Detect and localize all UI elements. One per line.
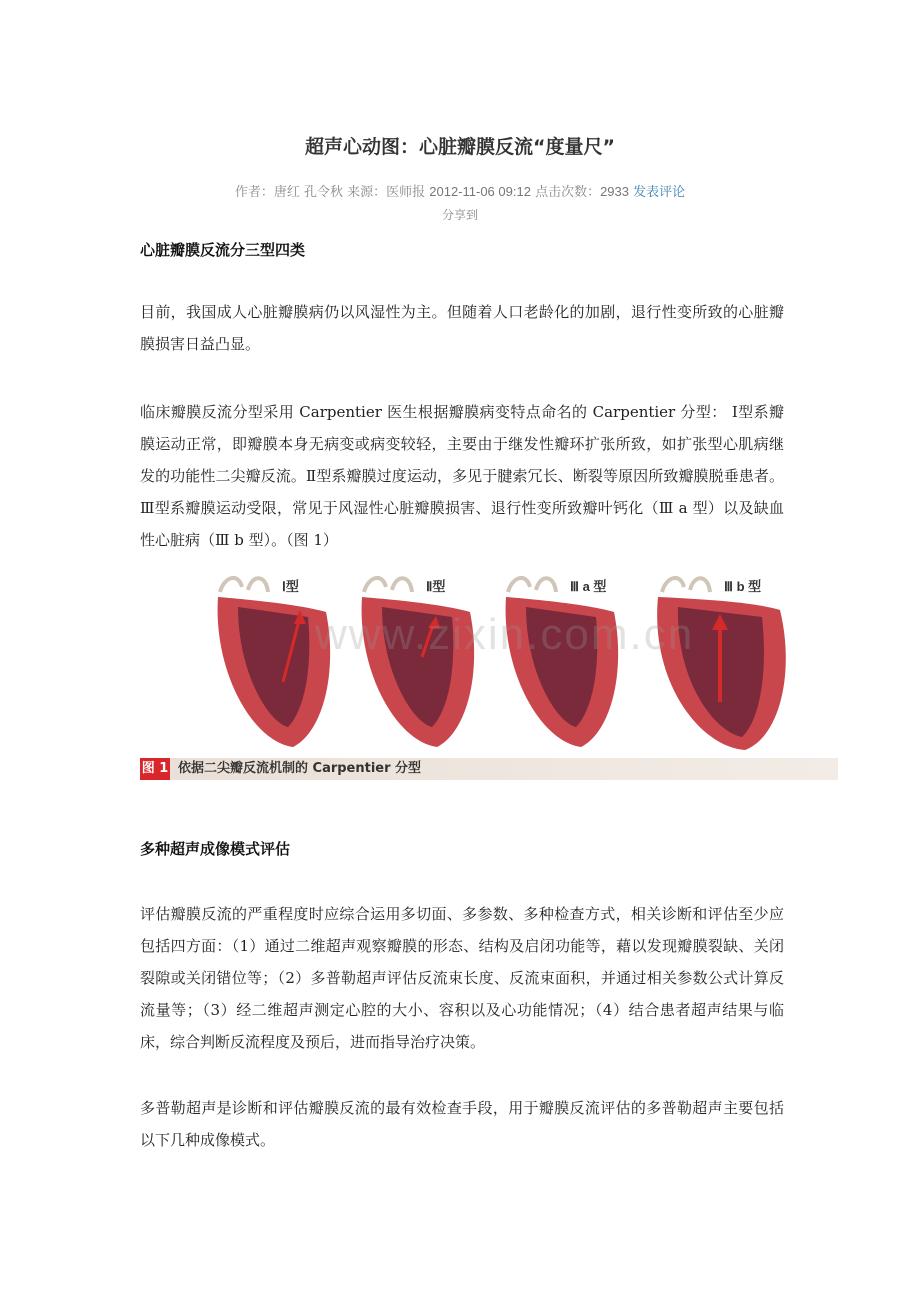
section-heading-types: 心脏瓣膜反流分三型四类 [140, 241, 306, 259]
clicks-label: 点击次数： [530, 185, 601, 200]
paragraph-intro: 目前，我国成人心脏瓣膜病仍以风湿性为主。但随着人口老龄化的加剧，退行性变所致的心脏瓣膜损害日益凸显。 [140, 303, 784, 353]
share-link[interactable]: 分享到 [441, 208, 478, 222]
article-meta [0, 181, 920, 200]
figure-caption: 依据二尖瓣反流机制的 Carpentier 分型 [178, 761, 422, 776]
panel-label-2: Ⅱ型 [426, 579, 446, 594]
panel-label-1: Ⅰ型 [282, 579, 299, 594]
figure-tag: 图 1 [140, 758, 170, 780]
figure-carpentier [140, 562, 838, 782]
click-count: 2933 [600, 184, 629, 199]
paragraph-doppler: 多普勒超声是诊断和评估瓣膜反流的最有效检查手段，用于瓣膜反流评估的多普勒超声主要包括以下几种成像模式。 [140, 1099, 784, 1149]
post-comment-link[interactable]: 发表评论 [629, 185, 686, 200]
figure-caption-bar [140, 758, 838, 780]
paragraph-assessment: 评估瓣膜反流的严重程度时应综合运用多切面、多参数、多种检查方式，相关诊断和评估至少应包括四方面：（1）通过二维超声观察瓣膜的形态、结构及启闭功能等，藉以发现瓣膜裂缺、关闭裂隙或关闭错位等；（2）多普勒超声评估反流束长度、反流束面积，并通过相关参数公式计算反流量等；（3）经二维超声测定心腔的大小、容积以及心功能情况；（4）结合患者超声结果与临床，综合判断反流程度及预后，进而指导治疗决策。 [140, 905, 784, 1051]
article-title: 超声心动图：心脏瓣膜反流“度量尺” [305, 136, 615, 158]
panel-label-3a: Ⅲ a 型 [570, 579, 607, 594]
publish-datetime: 2012-11-06 09:12 [429, 184, 531, 199]
watermark: www.zixin.com.cn [315, 610, 695, 659]
paragraph-carpentier: 临床瓣膜反流分型采用 Carpentier 医生根据瓣膜病变特点命名的 Carpentier 分型： Ⅰ型系瓣膜运动正常，即瓣膜本身无病变或病变较轻，主要由于继发性瓣环扩张所致，如扩张型心肌病继发的功能性二尖瓣反流。Ⅱ型系瓣膜过度运动，多见于腱索冗长、断裂等原因所致瓣膜脱垂患者。Ⅲ型系瓣膜运动受限，常见于风湿性心脏瓣膜损害、退行性变所致瓣叶钙化（Ⅲ a 型）以及缺血性心脏病（Ⅲ b 型）。（图 1） [140, 403, 784, 549]
author-source: 作者：唐红 孔令秋 来源：医师报 [234, 185, 430, 200]
section-heading-imaging: 多种超声成像模式评估 [140, 840, 291, 858]
panel-label-3b: Ⅲ b 型 [724, 579, 762, 594]
